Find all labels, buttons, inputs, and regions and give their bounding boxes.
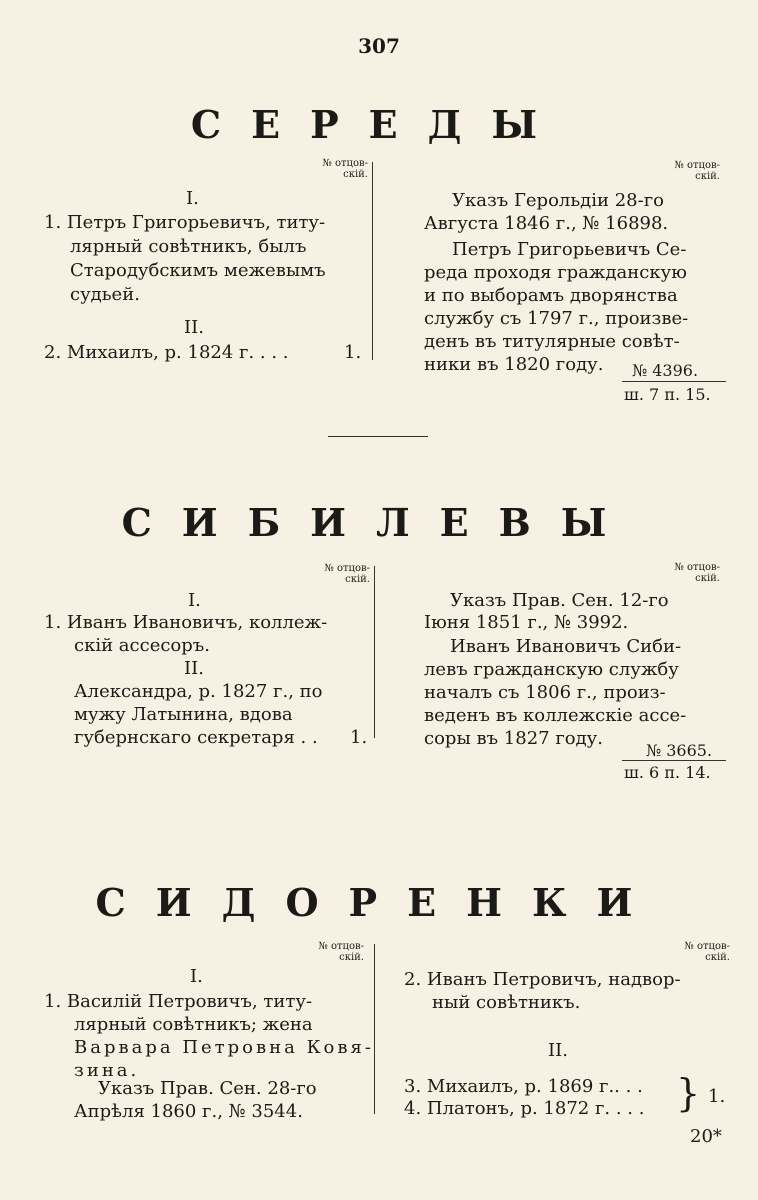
decree-text: Указъ Прав. Сен. 12-го xyxy=(450,590,669,611)
roman-numeral: I. xyxy=(186,188,199,209)
entry-number: 1. xyxy=(344,342,362,363)
record-number: № 4396. xyxy=(632,361,699,380)
col-header-left: № отцов- скій. xyxy=(318,941,364,963)
decree-text: Августа 1846 г., № 16898. xyxy=(424,213,669,234)
signature-mark: 20* xyxy=(690,1126,722,1147)
section-title-sibilevy: СИБИЛЕВЫ xyxy=(121,500,637,545)
col-header-right: № отцов- скій. xyxy=(684,941,730,963)
entry-text: зина. xyxy=(74,1060,140,1081)
entry-text: 1. Иванъ Ивановичъ, коллеж- xyxy=(44,612,328,633)
entry-text: ный совѣтникъ. xyxy=(432,992,581,1013)
entry-number: 1. xyxy=(708,1086,726,1107)
entry-text: лярный совѣтникъ, былъ xyxy=(70,236,307,257)
body-text: денъ въ титулярные совѣт- xyxy=(424,331,680,352)
col-header-right: № отцов- скій. xyxy=(674,160,720,182)
roman-numeral: II. xyxy=(184,317,204,338)
decree-text: Указъ Герольдіи 28-го xyxy=(452,190,664,211)
body-text: началъ съ 1806 г., произ- xyxy=(424,682,666,703)
ref-line xyxy=(622,381,726,382)
entry-number: 1. xyxy=(350,727,368,748)
roman-numeral: I. xyxy=(190,966,203,987)
roman-numeral: I. xyxy=(188,590,201,611)
record-number: № 3665. xyxy=(646,741,713,760)
decree-text: Апрѣля 1860 г., № 3544. xyxy=(74,1101,303,1122)
page-number: 307 xyxy=(358,34,400,58)
entry-text: 1. Петръ Григорьевичъ, титу- xyxy=(44,212,326,233)
ref-text: ш. 6 п. 14. xyxy=(624,763,711,782)
entry-text: 2. Михаилъ, р. 1824 г. . . . xyxy=(44,342,289,363)
entry-text: мужу Латынина, вдова xyxy=(74,704,293,725)
entry-text: 2. Иванъ Петровичъ, надвор- xyxy=(404,969,681,990)
decree-text: Указъ Прав. Сен. 28-го xyxy=(98,1078,317,1099)
body-text: службу съ 1797 г., произве- xyxy=(424,308,689,329)
entry-text: 1. Василій Петровичъ, титу- xyxy=(44,991,313,1012)
body-text: левъ гражданскую службу xyxy=(424,659,679,680)
col-header-left: № отцов- скій. xyxy=(324,563,370,585)
body-text: Иванъ Ивановичъ Сиби- xyxy=(450,636,682,657)
column-divider xyxy=(372,162,373,360)
section-divider xyxy=(328,436,428,437)
body-text: Петръ Григорьевичъ Се- xyxy=(452,239,687,260)
body-text: и по выборамъ дворянства xyxy=(424,285,678,306)
decree-text: Іюня 1851 г., № 3992. xyxy=(424,612,629,633)
entry-text: губернскаго секретаря . . xyxy=(74,727,318,748)
entry-text: 3. Михаилъ, р. 1869 г.. . . xyxy=(404,1076,643,1097)
col-header-left: № отцов- скій. xyxy=(322,158,368,180)
body-text: веденъ въ коллежскіе ассе- xyxy=(424,705,687,726)
entry-text: лярный совѣтникъ; жена xyxy=(74,1014,313,1035)
body-text: соры въ 1827 году. xyxy=(424,728,603,749)
ref-line xyxy=(622,760,726,761)
section-title-seredy: СЕРЕДЫ xyxy=(190,102,568,147)
entry-text: скій ассесоръ. xyxy=(74,635,210,656)
roman-numeral: II. xyxy=(548,1040,568,1061)
column-divider xyxy=(374,944,375,1114)
entry-text: Варвара Петровна Ковя- xyxy=(74,1037,374,1058)
entry-text: Стародубскимъ межевымъ xyxy=(70,260,326,281)
ref-text: ш. 7 п. 15. xyxy=(624,385,711,404)
body-text: реда проходя гражданскую xyxy=(424,262,687,283)
roman-numeral: II. xyxy=(184,658,204,679)
col-header-right: № отцов- скій. xyxy=(674,562,720,584)
section-title-sidorenki: СИДОРЕНКИ xyxy=(95,880,663,925)
bracket-icon: } xyxy=(676,1071,701,1115)
body-text: ники въ 1820 году. xyxy=(424,354,604,375)
entry-text: Александра, р. 1827 г., по xyxy=(74,681,323,702)
entry-text: судьей. xyxy=(70,284,140,305)
column-divider xyxy=(374,566,375,738)
entry-text: 4. Платонъ, р. 1872 г. . . . xyxy=(404,1098,645,1119)
